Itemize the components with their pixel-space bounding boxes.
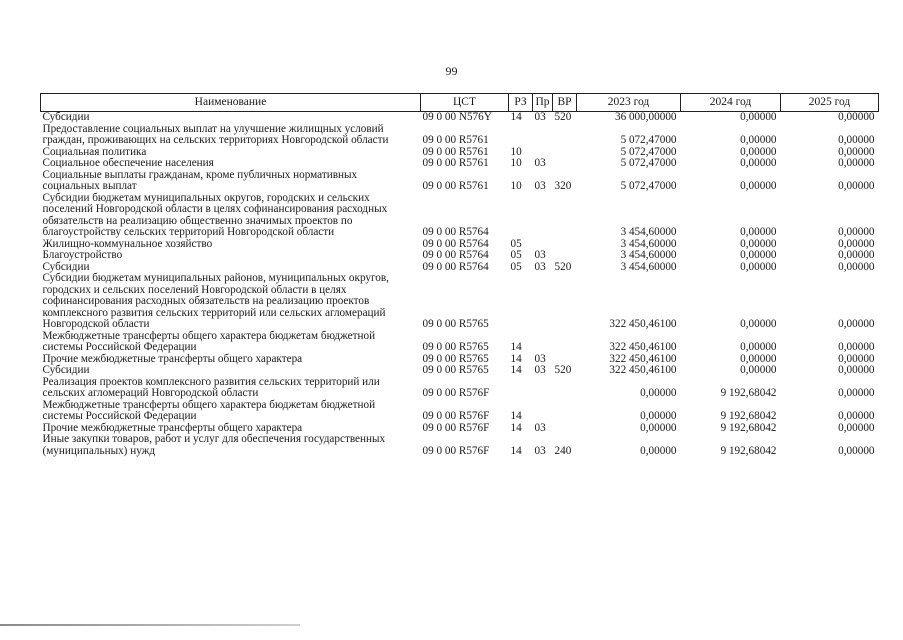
table-row	[41, 170, 879, 193]
cell-pr: 03	[534, 352, 546, 365]
cell-2025: 0,00000	[838, 421, 875, 434]
cell-2024: 0,00000	[740, 318, 777, 330]
cell-2025: 0,00000	[838, 157, 875, 169]
cell-2025: 0,00000	[838, 341, 875, 353]
cell-csr: 09 0 00 R576F	[422, 444, 490, 457]
cell-2024: 9 192,68042	[720, 421, 777, 434]
header-2023: 2023 год	[577, 94, 681, 112]
cell-pr: 03	[534, 421, 546, 434]
cell-rz: 14	[510, 444, 522, 457]
cell-2025: 0,00000	[838, 180, 875, 192]
cell-2024: 0,00000	[740, 157, 777, 169]
table-row	[41, 193, 879, 239]
cell-2024: 9 192,68042	[720, 387, 777, 399]
table-row	[41, 273, 879, 331]
cell-rz: 10	[510, 145, 522, 158]
cell-pr: 03	[534, 111, 546, 123]
cell-2023: 322 450,46100	[609, 318, 677, 330]
cell-csr: 09 0 00 N576Y	[422, 111, 492, 123]
cell-vr	[553, 147, 577, 159]
cell-2024: 0,00000	[740, 260, 777, 273]
table-row	[41, 250, 879, 262]
cell-2024: 0,00000	[740, 237, 777, 250]
cell-pr	[533, 331, 553, 354]
cell-csr: 09 0 00 R576F	[422, 421, 490, 434]
cell-rz: 05	[510, 249, 522, 261]
cell-pr: 03	[534, 444, 546, 457]
header-name: Наименование	[41, 94, 421, 112]
cell-rz: 14	[510, 352, 522, 365]
cell-2023: 3 454,60000	[620, 226, 677, 238]
cell-vr: 520	[554, 260, 572, 273]
cell-name: Межбюджетные трансферты общего характера бюджетам бюджетной системы Российской Федерации	[42, 329, 376, 353]
cell-csr: 09 0 00 R5761	[422, 180, 489, 192]
cell-name: Предоставление социальных выплат на улучшение жилищных условий граждан, проживающих на сельских территориях Новгородской области	[42, 122, 389, 146]
cell-rz: 10	[510, 180, 522, 192]
cell-2024: 0,00000	[740, 111, 777, 123]
cell-csr: 09 0 00 R5764	[422, 226, 489, 238]
cell-2024: 9 192,68042	[720, 444, 777, 457]
cell-rz: 10	[510, 157, 522, 169]
cell-vr	[553, 331, 577, 354]
cell-rz	[509, 193, 533, 239]
bottom-rule	[0, 624, 300, 626]
cell-2024: 0,00000	[740, 226, 777, 238]
cell-2024: 0,00000	[740, 145, 777, 158]
cell-csr: 09 0 00 R5765	[422, 352, 489, 365]
cell-pr	[533, 400, 553, 423]
cell-2023: 322 450,46100	[609, 364, 677, 376]
cell-vr: 520	[554, 364, 572, 376]
cell-rz: 14	[510, 421, 522, 434]
cell-2025: 0,00000	[838, 134, 875, 146]
cell-vr	[553, 377, 577, 400]
table-row	[41, 365, 879, 377]
cell-rz	[509, 273, 533, 331]
budget-table	[40, 93, 879, 457]
cell-vr	[553, 250, 577, 262]
cell-2023: 5 072,47000	[620, 157, 677, 169]
cell-csr: 09 0 00 R5765	[422, 364, 489, 376]
cell-2025: 0,00000	[838, 364, 875, 376]
cell-2023: 5 072,47000	[620, 134, 677, 146]
cell-2023: 36 000,00000	[614, 111, 677, 123]
table-row	[41, 434, 879, 457]
cell-name: Социальная политика	[42, 145, 147, 158]
cell-2025: 0,00000	[838, 260, 875, 273]
table-row	[41, 400, 879, 423]
cell-2024: 0,00000	[740, 249, 777, 261]
cell-vr	[553, 400, 577, 423]
cell-name: Реализация проектов комплексного развития сельских территорий или сельских агломераций Новгородской области	[42, 375, 380, 399]
cell-csr: 09 0 00 R5761	[422, 145, 489, 158]
cell-2025: 0,00000	[838, 387, 875, 399]
cell-2024: 0,00000	[740, 180, 777, 192]
cell-2025: 0,00000	[838, 111, 875, 123]
cell-2023: 5 072,47000	[620, 180, 677, 192]
cell-name: Прочие межбюджетные трансферты общего характера	[42, 352, 303, 365]
cell-2023: 322 450,46100	[609, 352, 677, 365]
cell-rz: 14	[510, 341, 522, 353]
cell-2023: 322 450,46100	[609, 341, 677, 353]
cell-vr	[553, 423, 577, 435]
cell-csr: 09 0 00 R5764	[422, 260, 489, 273]
cell-name: Субсидии	[42, 260, 90, 273]
table-row	[41, 124, 879, 147]
cell-2023: 3 454,60000	[620, 237, 677, 250]
cell-2025: 0,00000	[838, 237, 875, 250]
cell-csr: 09 0 00 R5764	[422, 237, 489, 250]
cell-name: Субсидии бюджетам муниципальных районов, муниципальных округов, городских и сельских поселений Новгородской области в целях софинансирования расходных обязательств на реализацию проектов комплексного развития сельских территорий или сельских агломераций Новгородской области	[42, 272, 389, 330]
cell-name: Субсидии	[42, 111, 90, 123]
cell-name: Межбюджетные трансферты общего характера бюджетам бюджетной системы Российской Федерации	[42, 398, 376, 422]
cell-vr: 240	[554, 444, 572, 457]
cell-2025: 0,00000	[838, 145, 875, 158]
cell-2023: 0,00000	[640, 421, 677, 434]
header-csr: ЦСТ	[421, 94, 509, 112]
cell-2025: 0,00000	[838, 410, 875, 422]
cell-pr: 03	[534, 249, 546, 261]
cell-name: Субсидии	[42, 364, 90, 376]
cell-2025: 0,00000	[838, 318, 875, 330]
table-row	[41, 331, 879, 354]
table-header	[41, 94, 879, 112]
cell-pr	[533, 377, 553, 400]
cell-name: Иные закупки товаров, работ и услуг для обеспечения государственных (муниципальных) нужд	[42, 433, 386, 457]
cell-rz	[509, 124, 533, 147]
cell-2023: 3 454,60000	[620, 260, 677, 273]
table-row	[41, 158, 879, 170]
cell-name: Прочие межбюджетные трансферты общего характера	[42, 421, 303, 434]
cell-2023: 0,00000	[640, 444, 677, 457]
cell-csr: 09 0 00 R5764	[422, 249, 489, 261]
header-vr: ВР	[553, 94, 577, 112]
cell-vr	[553, 124, 577, 147]
cell-rz	[509, 377, 533, 400]
cell-vr: 520	[554, 111, 572, 123]
header-2024: 2024 год	[681, 94, 781, 112]
cell-2023: 0,00000	[640, 387, 677, 399]
cell-pr	[533, 273, 553, 331]
page-number: 99	[445, 64, 458, 78]
cell-rz: 05	[510, 237, 522, 250]
cell-csr: 09 0 00 R5761	[422, 134, 489, 146]
cell-pr	[533, 124, 553, 147]
cell-csr: 09 0 00 R5761	[422, 157, 489, 169]
cell-name: Социальные выплаты гражданам, кроме публичных нормативных социальных выплат	[42, 168, 358, 192]
cell-2025: 0,00000	[838, 249, 875, 261]
cell-vr: 320	[554, 180, 572, 192]
cell-vr	[553, 193, 577, 239]
table-body	[41, 112, 879, 458]
cell-name: Субсидии бюджетам муниципальных округов, городских и сельских поселений Новгородской области в целях софинансирования расходных обязательств на реализацию общественно значимых проектов по благоустройству сельских территорий Новгородской области	[42, 191, 388, 238]
cell-rz: 14	[510, 410, 522, 422]
cell-pr: 03	[534, 260, 546, 273]
header-2025: 2025 год	[781, 94, 879, 112]
cell-csr: 09 0 00 R5765	[422, 318, 489, 330]
cell-vr	[553, 158, 577, 170]
cell-2024: 0,00000	[740, 352, 777, 365]
cell-2024: 9 192,68042	[720, 410, 777, 422]
cell-2023: 0,00000	[640, 410, 677, 422]
table-row	[41, 112, 879, 124]
cell-2025: 0,00000	[838, 444, 875, 457]
cell-2024: 0,00000	[740, 134, 777, 146]
cell-pr	[533, 193, 553, 239]
cell-csr: 09 0 00 R576F	[422, 410, 490, 422]
cell-csr: 09 0 00 R5765	[422, 341, 489, 353]
table-row	[41, 377, 879, 400]
header-pr: Пр	[533, 94, 553, 112]
cell-2023: 5 072,47000	[620, 145, 677, 158]
cell-rz: 14	[510, 364, 522, 376]
cell-csr: 09 0 00 R576F	[422, 387, 490, 399]
cell-vr	[553, 273, 577, 331]
cell-name: Жилищно-коммунальное хозяйство	[42, 237, 213, 250]
cell-pr: 03	[534, 157, 546, 169]
cell-rz: 05	[510, 260, 522, 273]
cell-pr: 03	[534, 364, 546, 376]
cell-pr: 03	[534, 180, 546, 192]
cell-2024: 0,00000	[740, 364, 777, 376]
cell-name: Благоустройство	[42, 249, 123, 261]
cell-vr	[553, 239, 577, 251]
cell-2025: 0,00000	[838, 352, 875, 365]
header-rz: РЗ	[509, 94, 533, 112]
cell-2023: 3 454,60000	[620, 249, 677, 261]
cell-2025: 0,00000	[838, 226, 875, 238]
cell-2024: 0,00000	[740, 341, 777, 353]
cell-name: Социальное обеспечение населения	[42, 157, 214, 169]
cell-rz: 14	[510, 111, 522, 123]
